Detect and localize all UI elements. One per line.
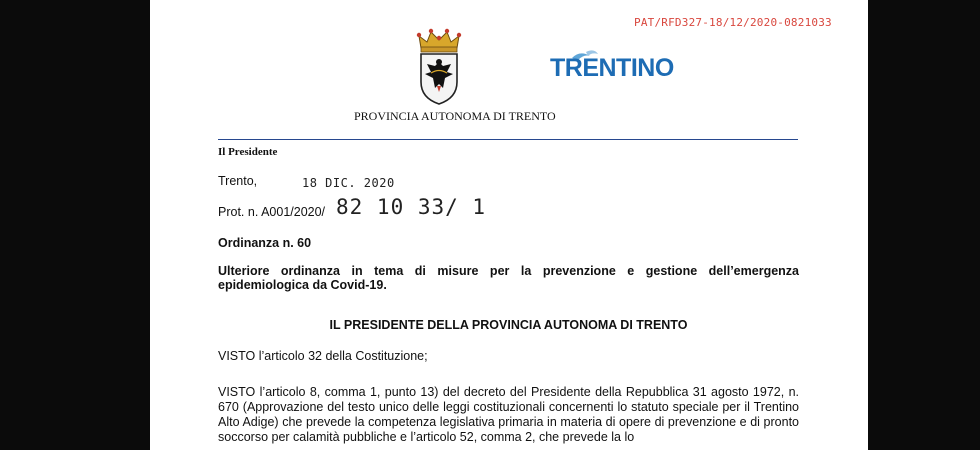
handwritten-date: 18 DIC. 2020 bbox=[302, 176, 395, 190]
office-label: Il Presidente bbox=[218, 146, 278, 158]
trentino-brand-text: TRENTINO bbox=[550, 54, 674, 82]
protocol-label: Prot. n. A001/2020/ bbox=[218, 205, 326, 219]
header-divider bbox=[218, 139, 798, 140]
province-name: PROVINCIA AUTONOMA DI TRENTO bbox=[354, 109, 556, 123]
trentino-logo bbox=[550, 48, 672, 92]
ordinance-number: Ordinanza n. 60 bbox=[218, 236, 312, 250]
document-heading: IL PRESIDENTE DELLA PROVINCIA AUTONOMA DI TRENTO bbox=[329, 318, 688, 332]
paragraph: VISTO l’articolo 32 della Costituzione; bbox=[218, 349, 428, 363]
document-page bbox=[150, 0, 868, 450]
handwritten-protocol-number: 82 10 33/ 1 bbox=[336, 195, 487, 219]
province-coat-of-arms bbox=[415, 26, 463, 106]
ordinance-subject: Ulteriore ordinanza in tema di misure per la prevenzione e gestione dell’emergenza epidemiologica da Covid-19. bbox=[218, 264, 799, 292]
paragraph: VISTO l’articolo 8, comma 1, punto 13) del decreto del Presidente della Repubblica 31 agosto 1972, n. 670 (Approvazione del testo unico delle leggi costituzionali concernenti lo statuto speciale per il Trentino Alto Adige) che prevede la competenza legislativa primaria in materia di opere di prevenzione e di pronto soccorso per calamità pubbliche e l’articolo 52, comma 2, che prevede la lo bbox=[218, 385, 799, 444]
date-label: Trento, bbox=[218, 174, 258, 188]
protocol-stamp: PAT/RFD327-18/12/2020-0821033 bbox=[634, 16, 832, 29]
